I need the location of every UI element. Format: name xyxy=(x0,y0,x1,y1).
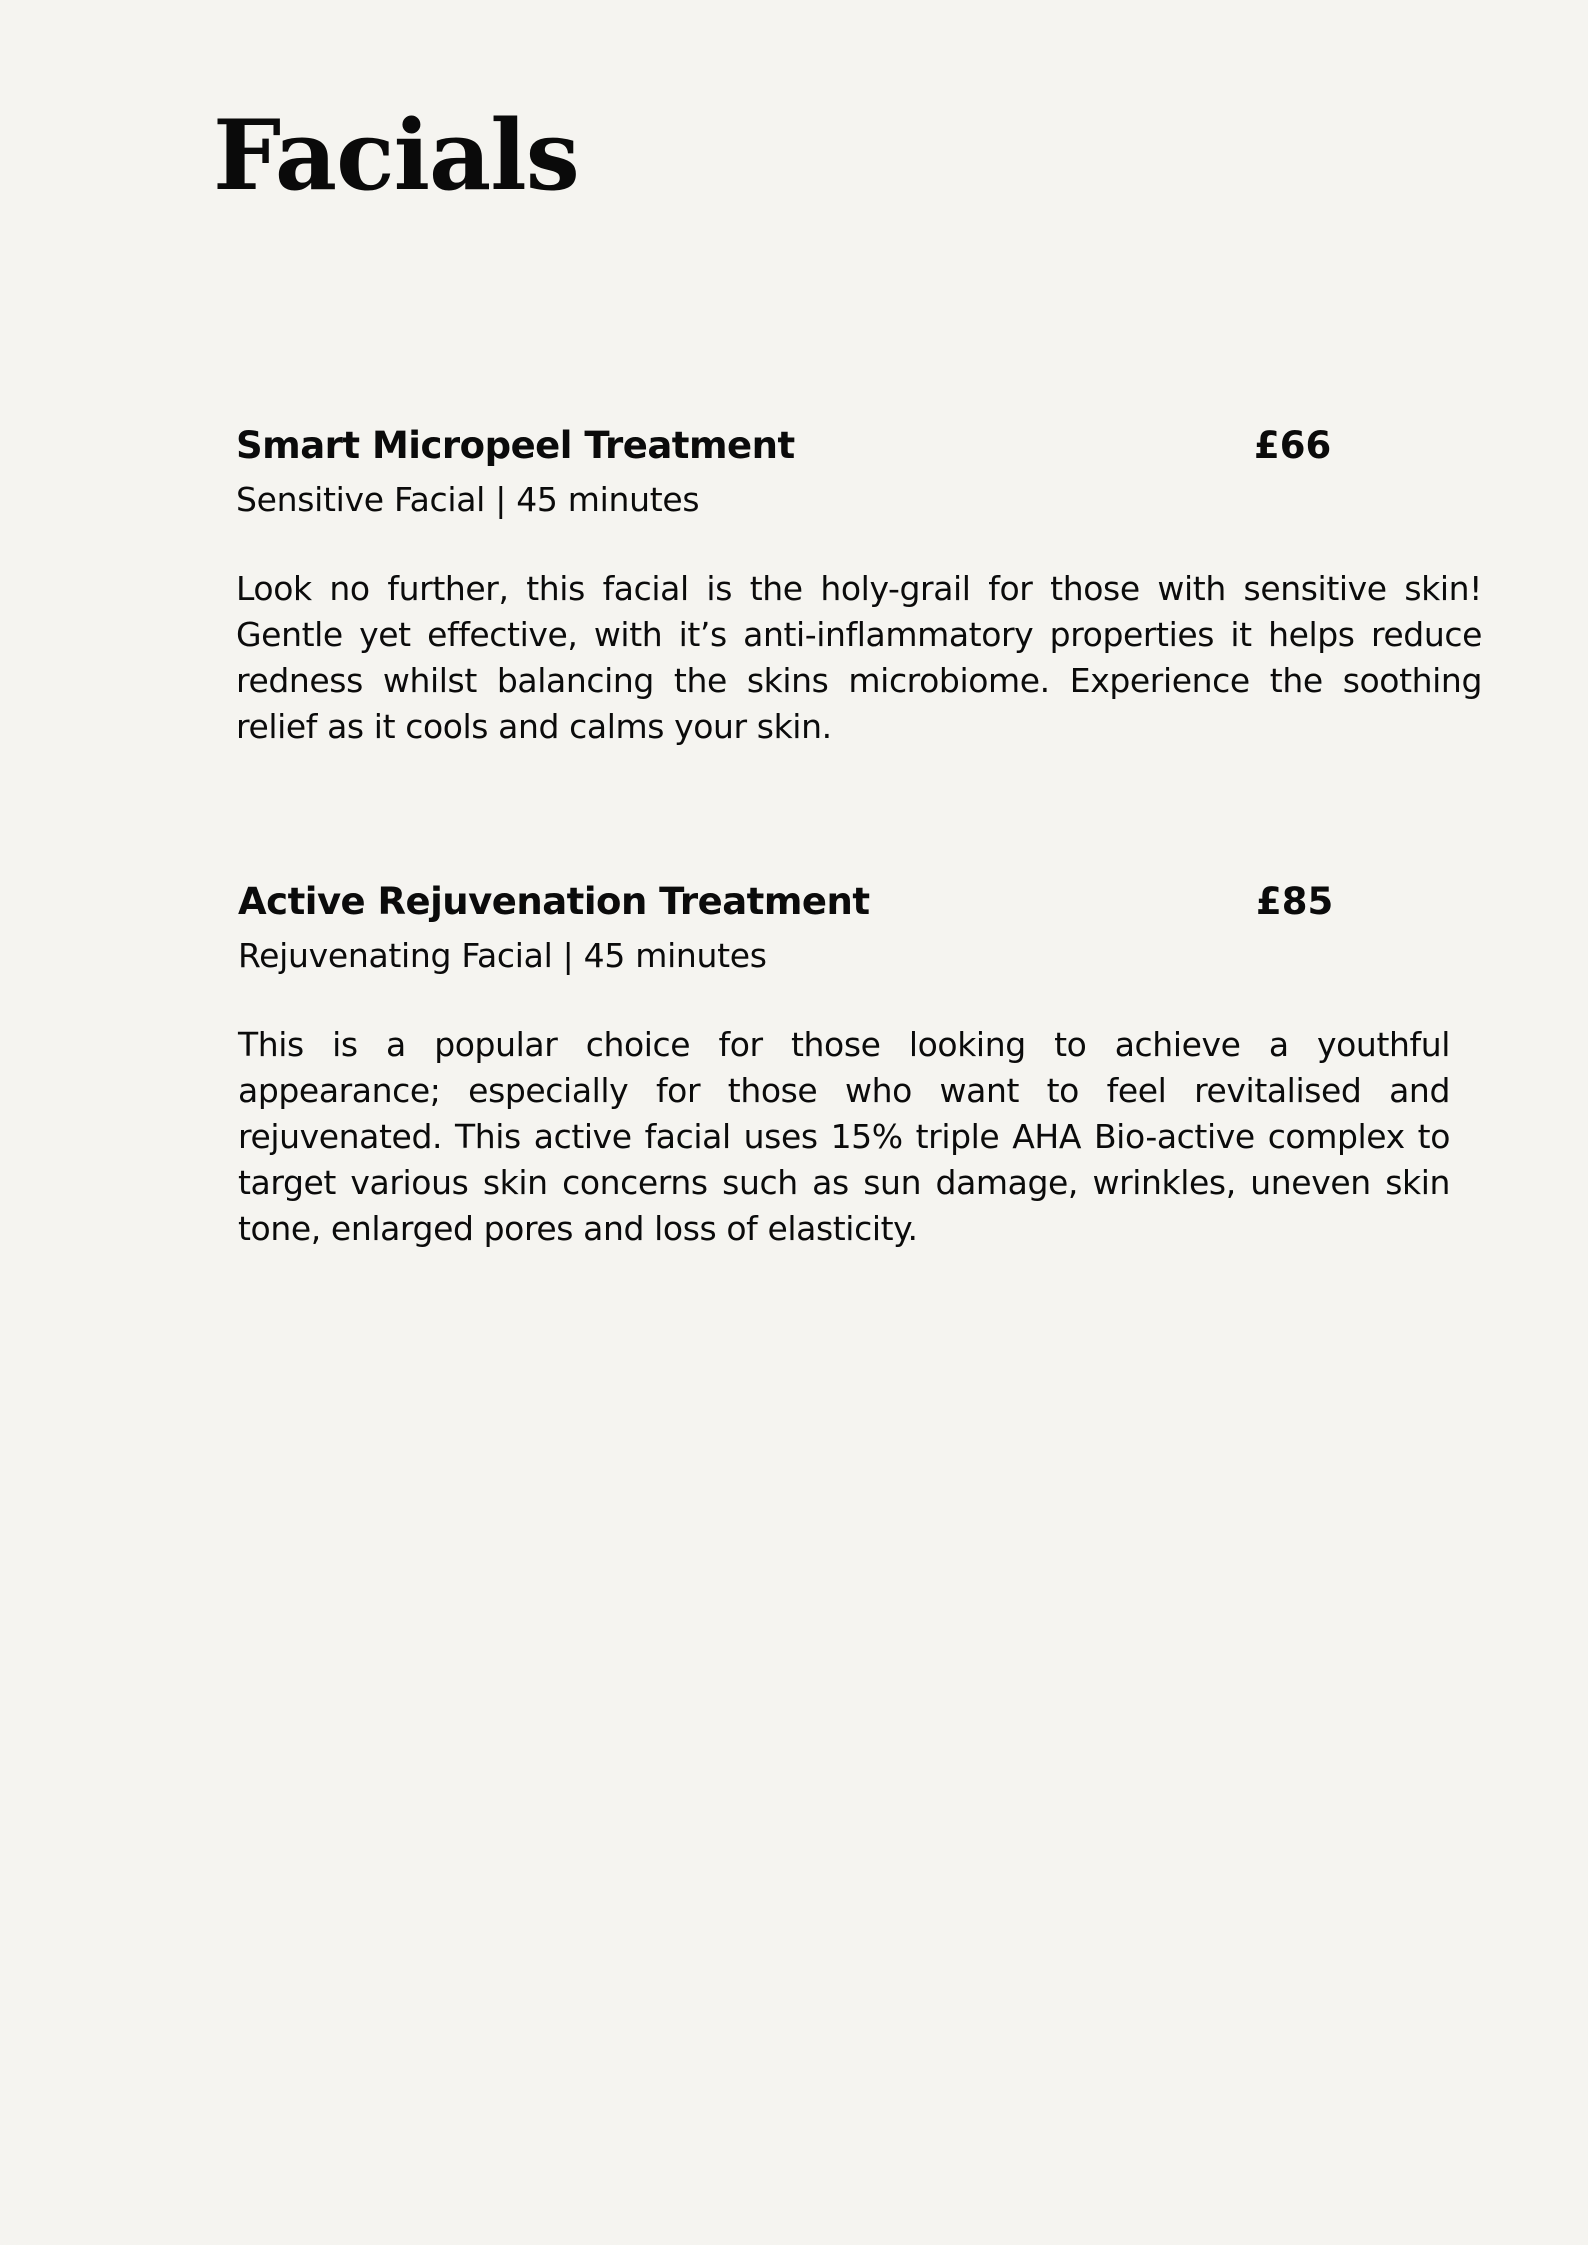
page-title: Facials xyxy=(213,99,579,212)
treatment-price: £66 xyxy=(1254,424,1332,467)
treatment-description: Look no further, this facial is the holy-grail for those with sensitive skin! Gentle yet effective, with it’s anti-inflammatory properties it helps reduce redness whilst balancing the skins microbiome. Experience the soothing relief as it cools and calms your skin. xyxy=(236,569,1482,746)
treatment-header xyxy=(238,876,1450,928)
treatment-name: Active Rejuvenation Treatment xyxy=(238,880,870,923)
treatment-header xyxy=(236,420,1482,472)
treatment-smart-micropeel xyxy=(236,420,1482,750)
treatment-subtitle: Sensitive Facial | 45 minutes xyxy=(236,480,700,519)
treatment-subtitle: Rejuvenating Facial | 45 minutes xyxy=(238,936,767,975)
treatment-active-rejuvenation xyxy=(238,876,1450,1252)
treatment-name: Smart Micropeel Treatment xyxy=(236,424,795,467)
treatment-price: £85 xyxy=(1256,880,1334,923)
treatment-description: This is a popular choice for those looking to achieve a youthful appearance; especially for those who want to feel revitalised and rejuvenated. This active facial uses 15% triple AHA Bio-active complex to target various skin concerns such as sun damage, wrinkles, uneven skin tone, enlarged pores and loss of elasticity. xyxy=(238,1025,1450,1248)
